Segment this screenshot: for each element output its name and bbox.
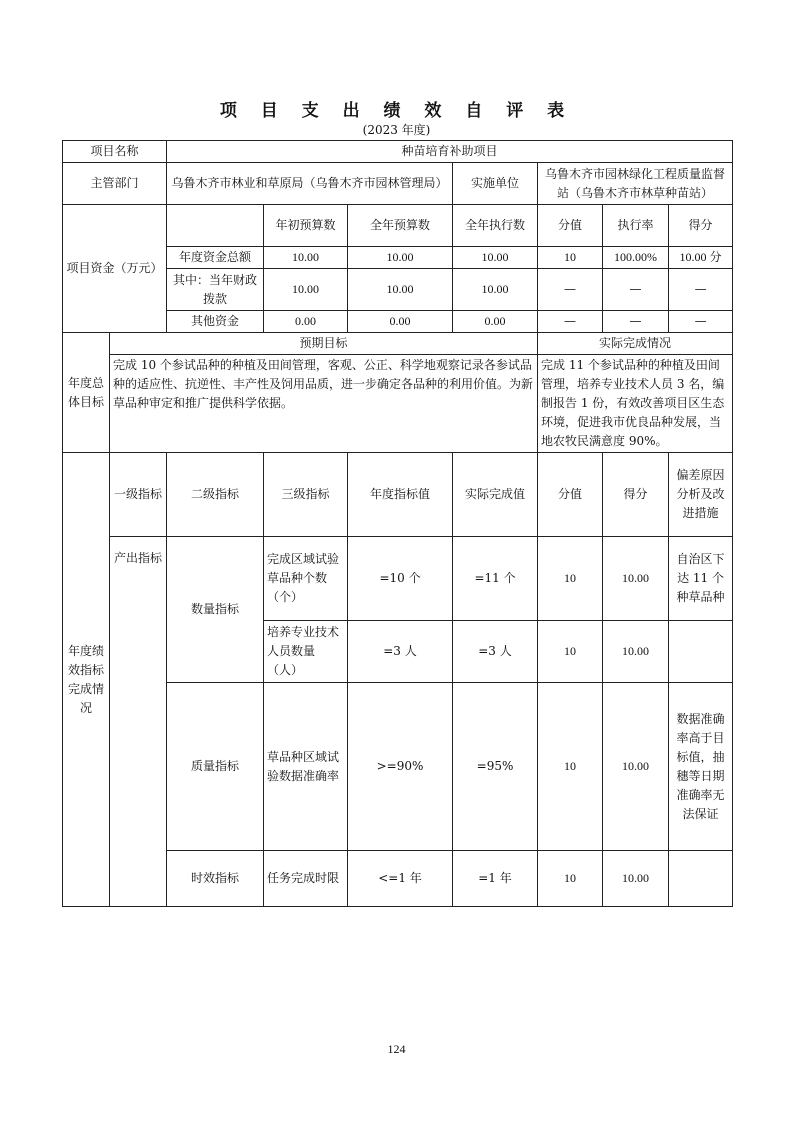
actual-value: =1 年 [453, 851, 538, 907]
funds-header: 分值 [538, 205, 603, 247]
level3-label: 任务完成时限 [264, 851, 348, 907]
dept-label: 主管部门 [63, 163, 167, 205]
goals-content-row [63, 355, 733, 453]
funds-cell: — [538, 311, 603, 333]
goals-header-row [63, 333, 733, 355]
dept-row [63, 163, 733, 205]
actual-header: 实际完成情况 [538, 333, 733, 355]
impl-label: 实施单位 [453, 163, 538, 205]
funds-header: 执行率 [603, 205, 669, 247]
funds-cell: 10.00 [453, 269, 538, 311]
funds-cell: 10.00 [348, 247, 453, 269]
target-value: <=1 年 [348, 851, 453, 907]
actual-value: =95% [453, 683, 538, 851]
level3-label: 完成区域试验草品种个数（个） [264, 537, 348, 621]
funds-cell: — [669, 269, 733, 311]
funds-cell: 10.00 [264, 247, 348, 269]
funds-row-label: 其他资金 [167, 311, 264, 333]
level2-label: 时效指标 [167, 851, 264, 907]
funds-cell: 0.00 [264, 311, 348, 333]
funds-cell: 10.00 分 [669, 247, 733, 269]
funds-header-empty [167, 205, 264, 247]
score-max: 10 [538, 851, 603, 907]
target-value: =10 个 [348, 537, 453, 621]
funds-cell: — [603, 269, 669, 311]
funds-cell: 0.00 [453, 311, 538, 333]
score-max: 10 [538, 621, 603, 683]
dept-value: 乌鲁木齐市林业和草原局（乌鲁木齐市园林管理局） [167, 163, 453, 205]
level3-label: 草品种区域试验数据准确率 [264, 683, 348, 851]
score: 10.00 [603, 621, 669, 683]
score: 10.00 [603, 683, 669, 851]
project-label: 项目名称 [63, 141, 167, 163]
funds-row-label: 其中：当年财政拨款 [167, 269, 264, 311]
target-value: >=90% [348, 683, 453, 851]
score: 10.00 [603, 851, 669, 907]
actual-value: =3 人 [453, 621, 538, 683]
score-max: 10 [538, 683, 603, 851]
level1-label: 产出指标 [110, 537, 167, 907]
deviation-note: 数据准确率高于目标值，抽穗等日期准确率无法保证 [669, 683, 733, 851]
funds-header: 全年执行数 [453, 205, 538, 247]
level3-label: 培养专业技术人员数量（人） [264, 621, 348, 683]
funds-cell: 10.00 [264, 269, 348, 311]
indicator-header: 得分 [603, 453, 669, 537]
funds-header-row [63, 205, 733, 247]
indicator-header: 二级指标 [167, 453, 264, 537]
indicator-row [63, 537, 733, 621]
form-year: (2023 年度) [362, 123, 431, 137]
funds-cell: 10.00 [348, 269, 453, 311]
funds-row-label: 年度资金总额 [167, 247, 264, 269]
indicator-header-row [63, 453, 733, 537]
funds-label: 项目资金（万元） [63, 205, 167, 333]
indicator-header: 分值 [538, 453, 603, 537]
form-title: 项 目 支 出 绩 效 自 评 表 [219, 101, 574, 121]
indicator-header: 年度指标值 [348, 453, 453, 537]
deviation-note [669, 851, 733, 907]
score-max: 10 [538, 537, 603, 621]
deviation-note [669, 621, 733, 683]
funds-cell: 10.00 [453, 247, 538, 269]
self-evaluation-table [62, 140, 733, 907]
funds-cell: 10 [538, 247, 603, 269]
planned-goal-text: 完成 10 个参试品种的种植及田间管理，客观、公正、科学地观察记录各参试品种的适应性、抗逆性、丰产性及饲用品质，进一步确定各品种的利用价值。为新草品种审定和推广提供科学依据。 [110, 355, 538, 453]
target-value: =3 人 [348, 621, 453, 683]
planned-header: 预期目标 [110, 333, 538, 355]
level2-label: 质量指标 [167, 683, 264, 851]
funds-cell: — [603, 311, 669, 333]
indicator-header: 偏差原因分析及改进措施 [669, 453, 733, 537]
funds-cell: 0.00 [348, 311, 453, 333]
funds-cell: 100.00% [603, 247, 669, 269]
funds-header: 得分 [669, 205, 733, 247]
indicator-header: 三级指标 [264, 453, 348, 537]
project-value: 种苗培育补助项目 [167, 141, 733, 163]
funds-header: 全年预算数 [348, 205, 453, 247]
actual-value: =11 个 [453, 537, 538, 621]
score: 10.00 [603, 537, 669, 621]
actual-goal-text: 完成 11 个参试品种的种植及田间管理，培养专业技术人员 3 名，编制报告 1 份，有效改善项目区生态环境，促进我市优良品种发展，当地农牧民满意度 90%。 [538, 355, 733, 453]
impl-value: 乌鲁木齐市园林绿化工程质量监督站（乌鲁木齐市林草种苗站） [538, 163, 733, 205]
funds-cell: — [669, 311, 733, 333]
project-row [63, 141, 733, 163]
indicator-section-label: 年度绩效指标完成情况 [63, 453, 110, 907]
level2-label: 数量指标 [167, 537, 264, 683]
deviation-note: 自治区下达 11 个种草品种 [669, 537, 733, 621]
funds-cell: — [538, 269, 603, 311]
page-number: 124 [387, 1042, 406, 1056]
goals-label: 年度总体目标 [63, 333, 110, 453]
indicator-header: 一级指标 [110, 453, 167, 537]
indicator-header: 实际完成值 [453, 453, 538, 537]
funds-header: 年初预算数 [264, 205, 348, 247]
